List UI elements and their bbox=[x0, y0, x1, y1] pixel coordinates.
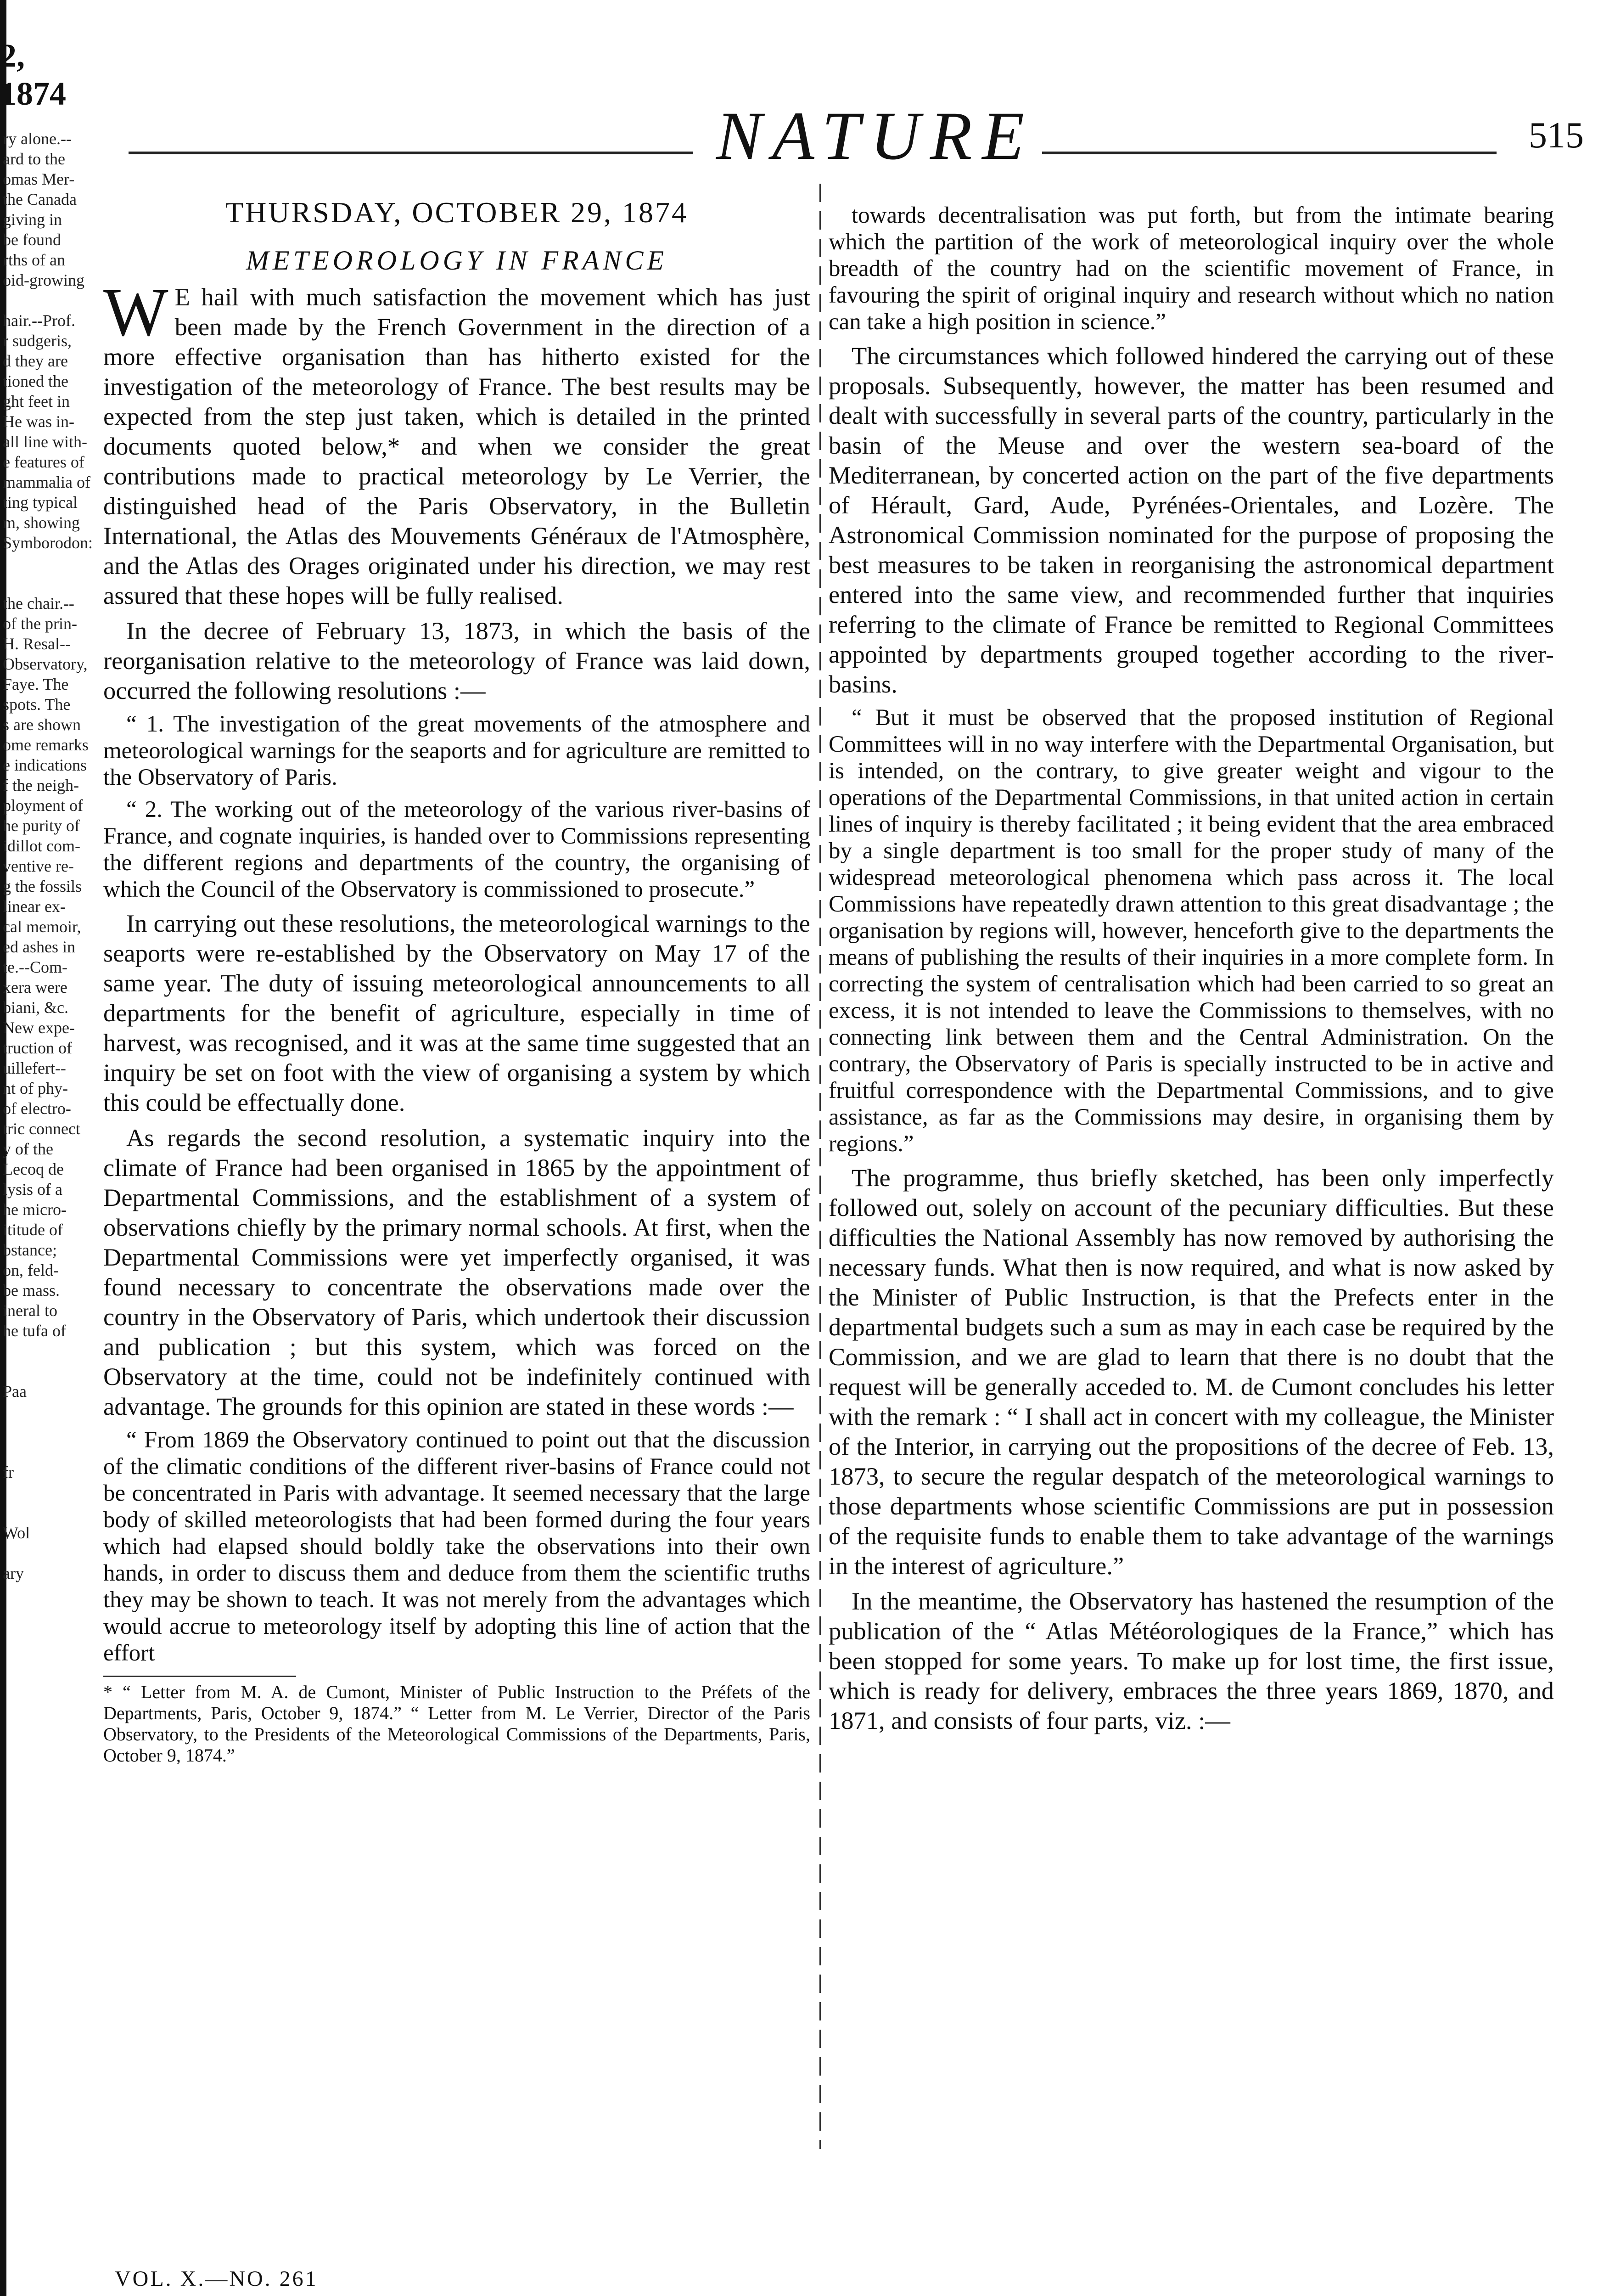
column-divider bbox=[819, 184, 821, 2149]
margin-fragment bbox=[0, 553, 69, 573]
margin-fragment: mammalia of bbox=[3, 473, 90, 491]
margin-fragment: e features of bbox=[3, 453, 84, 471]
margin-fragment: lysis of a bbox=[3, 1180, 62, 1199]
paragraph: In the decree of February 13, 1873, in which the basis of the reorganisation relative to the meteorology of France was laid down, occurred the following resolutions :— bbox=[103, 617, 810, 704]
column-left bbox=[103, 197, 810, 1772]
margin-fragment: y of the bbox=[3, 1140, 53, 1158]
margin-fragment: ome remarks bbox=[3, 736, 89, 754]
dropcap: W bbox=[103, 274, 168, 350]
margin-fragment bbox=[0, 573, 69, 593]
margin-fragment: ry alone.-- bbox=[3, 129, 72, 148]
margin-fragment bbox=[0, 1482, 69, 1503]
quote-resolution-1: “ 1. The investigation of the great movements of the atmosphere and meteorological warnings for the seaports and for agriculture are remitted to the Observatory of Paris. bbox=[103, 711, 810, 790]
margin-fragment: Lecoq de bbox=[3, 1160, 64, 1178]
masthead-rule-left bbox=[129, 152, 693, 154]
margin-fragment: linear ex- bbox=[3, 897, 66, 916]
margin-fragment: ard to the bbox=[3, 150, 65, 168]
footnote-rule bbox=[103, 1676, 296, 1677]
margin-fragment: of the prin- bbox=[3, 614, 77, 633]
margin-fragment: Wol bbox=[3, 1524, 30, 1542]
margin-fragment: omas Mer- bbox=[3, 170, 75, 188]
margin-fragment: ititude of bbox=[3, 1221, 63, 1239]
margin-fragment: He was in- bbox=[3, 412, 74, 431]
margin-fragment: the Canada bbox=[3, 190, 77, 208]
footnote: * “ Letter from M. A. de Cumont, Minister of Public Instruction to the Préfets of the Departments, Paris, October 9, 1874.” “ Letter from M. Le Verrier, Director of the Paris Observatory, to the Presidents of the Meteorological Commissions of the Departments, Paris, October 9, 1874.” bbox=[103, 1682, 810, 1766]
paragraph-intro bbox=[103, 274, 810, 610]
margin-fragment: ary bbox=[3, 1564, 24, 1582]
margin-fragment: ght feet in bbox=[3, 392, 70, 411]
quote-resolution-2: “ 2. The working out of the meteorology of the various river-basins of France, and cognate inquiries, is handed over to Commissions representing the different regions and departments of the country, the organising of which the Council of the Observatory is commissioned to prosecute.” bbox=[103, 797, 810, 902]
margin-fragment: nt of phy- bbox=[3, 1079, 68, 1097]
margin-fragment bbox=[0, 1422, 69, 1442]
margin-fragment bbox=[0, 1341, 69, 1361]
margin-fragment: the chair.-- bbox=[3, 594, 74, 613]
margin-fragment bbox=[0, 1543, 69, 1563]
margin-fragment: xera were bbox=[3, 978, 67, 996]
paragraph: As regards the second resolution, a systematic inquiry into the climate of France had been organised in 1865 by the appointment of Departmental Commissions, and the establishment of a system of observations chiefly by the primary normal schools. At first, when the Departmental Commissions were yet imperfectly organised, it was found necessary to concentrate the observations made over the country in the Observatory of Paris, which undertook their discussion and publication ; but this system, which was forced on the Observatory at the time, could not be indefinitely continued with advantage. The grounds for this opinion are stated in these words :— bbox=[103, 1124, 810, 1420]
volume-line: VOL. X.—NO. 261 bbox=[115, 2267, 318, 2291]
margin-fragment: he purity of bbox=[3, 816, 80, 835]
margin-fragment: all line with- bbox=[3, 433, 87, 451]
margin-fragment: r sudgeris, bbox=[3, 332, 72, 350]
margin-fragment: ployment of bbox=[3, 796, 83, 815]
margin-fragment: f the neigh- bbox=[3, 776, 79, 794]
margin-fragment: g the fossils bbox=[3, 877, 82, 895]
margin-fragment: d they are bbox=[3, 352, 68, 370]
masthead-rule-right bbox=[1042, 152, 1497, 154]
margin-fragment: ventive re- bbox=[3, 857, 74, 875]
margin-fragment: ting typical bbox=[3, 493, 78, 512]
margin-fragment: s are shown bbox=[3, 715, 81, 734]
article-title: METEOROLOGY IN FRANCE bbox=[246, 245, 667, 276]
margin-fragment: tioned the bbox=[3, 372, 68, 390]
margin-fragment bbox=[0, 1361, 69, 1381]
margin-fragment: fr bbox=[3, 1463, 14, 1481]
quote-continued: towards decentralisation was put forth, but from the intimate bearing which the partition of the work of meteorological inquiry over the whole breadth of the country had on the scientific movement of France, in favouring the spirit of original inquiry and research without which no nation can take a high position in science.” bbox=[829, 203, 1554, 335]
margin-fragment: cal memoir, bbox=[3, 917, 81, 936]
masthead-title: NATURE bbox=[716, 98, 1035, 174]
margin-fragment: hair.--Prof. bbox=[3, 311, 75, 330]
margin-heading: 2, 1874 bbox=[0, 37, 66, 112]
margin-fragment: H. Resal-- bbox=[3, 635, 71, 653]
margin-fragment: be mass. bbox=[3, 1281, 60, 1300]
margin-fragment: spots. The bbox=[3, 695, 71, 714]
quote-observatory: “ From 1869 the Observatory continued to point out that the discussion of the climatic conditions of the different river-basins of France could not be concentrated in Paris with advantage. It seemed necessary that the large body of skilled meteorologists that had been formed during the four years which had elapsed should boldly take the observations into their own hands, in order to discuss them and deduce from them the scientific truths they may be shown to teach. It was not merely from the advantages which would accrue to meteorology itself by adopting this line of action that the effort bbox=[103, 1427, 810, 1666]
margin-fragment: uillefert-- bbox=[3, 1059, 66, 1077]
margin-fragment: he tufa of bbox=[3, 1322, 66, 1340]
margin-fragment: Paa bbox=[3, 1382, 27, 1401]
margin-fragment: Observatory, bbox=[3, 655, 88, 673]
quote-regional-committees: “ But it must be observed that the proposed institution of Regional Committees will in no way interfere with the Departmental Organisation, but is intended, on the contrary, to give greater weight and vigour to the operations of the Departmental Commissions, in that united action in certain lines of inquiry is thereby facilitated ; it being evident that the area embraced by a single department is too small for the proper study of many of the widespread meteorological phenomena which pass across it. The local Commissions have repeatedly drawn attention to this great disadvantage ; the organisation by regions will, however, henceforth give to the departments the means of publishing the results of their inquiries in a more complete form. In correcting the system of centralisation which had been carried to so great an excess, it is not intended to leave the Commissions to themselves, with no connecting link between them and the Central Administration. On the contrary, the Observatory of Paris is specially instructed to be in active and fruitful correspondence with the Departmental Commissions, and to give assistance, as far as the Commissions may desire, in organising them by regions.” bbox=[829, 705, 1554, 1157]
paragraph-intro-text: E hail with much satisfaction the movement which has just been made by the French Government in the direction of a more effective organisation than has hitherto existed for the investigation of the meteorology of France. The best results may be expected from the step just taken, which is detailed in the printed documents quoted below,* and when we consider the great contributions made to practical meteorology by Le Verrier, the distinguished head of the Paris Observatory, in the Bulletin International, the Atlas des Mouvements Généraux de l'Atmosphère, and the Atlas des Orages originated under his direction, we may rest assured that these hopes will be fully realised. bbox=[103, 283, 810, 609]
margin-fragment: idillot com- bbox=[3, 837, 80, 855]
margin-fragment: giving in bbox=[3, 210, 62, 229]
paragraph: In carrying out these resolutions, the meteorological warnings to the seaports were re-established by the Observatory on May 17 of the same year. The duty of issuing meteorological announcements to all departments for the benefit of agriculture, especially in time of harvest, was recognised, and it was at the same time suggested that an inquiry be set on foot with the view of organising a system by which this could be effectually done. bbox=[103, 909, 810, 1116]
margin-fragment: te.--Com- bbox=[3, 958, 67, 976]
paragraph: The circumstances which followed hindered the carrying out of these proposals. Subsequently, however, the matter has been resumed and dealt with successfully in several parts of the country, particularly in the basin of the Meuse and over the western sea-board of the Mediterranean, by concerted action on the part of the five departments of Hérault, Gard, Aude, Pyrénées-Orientales, and Lozère. The Astronomical Commission nominated for the purpose of proposing the best measures to be taken in reorganising the astronomical department entered into the same view, and recommended further that inquiries referring to the climate of France be remitted to Regional Committees appointed by departments grouped together according to the river-basins. bbox=[829, 342, 1554, 698]
margin-fragment bbox=[0, 1503, 69, 1523]
page-number: 515 bbox=[1529, 115, 1584, 156]
margin-fragment: New expe- bbox=[3, 1019, 75, 1037]
margin-fragment: m, showing bbox=[3, 513, 80, 532]
margin-fragment bbox=[0, 290, 69, 310]
margin-fragment: ed ashes in bbox=[3, 938, 75, 956]
margin-fragment: biani, &c. bbox=[3, 998, 68, 1017]
margin-fragment: rths of an bbox=[3, 251, 65, 269]
paragraph: The programme, thus briefly sketched, has been only imperfectly followed out, solely on account of the pecuniary difficulties. But these difficulties the National Assembly has now removed by authorising the necessary funds. What then is now required, and what is now asked by the Minister of Public Instruction, is that the Prefects enter in the departmental budgets such a sum as may in each case be required by the Commission, and we are glad to learn that there is no doubt that the request will be generally acceded to. M. de Cumont concludes his letter with the remark : “ I shall act in concert with my colleague, the Minister of the Interior, in carrying out the propositions of the decree of Feb. 13, 1873, to secure the regular despatch of the meteorological warnings to those departments whose scientific Commissions are put in possession of the requisite funds to enable them to take advantage of the warnings in the interest of agriculture.” bbox=[829, 1164, 1554, 1580]
margin-fragment: be found bbox=[3, 231, 61, 249]
paragraph: In the meantime, the Observatory has hastened the resumption of the publication of the “ Atlas Météorologiques de la France,” which has been stopped for some years. To make up for lost time, the first issue, which is ready for delivery, embraces the three years 1869, 1870, and 1871, and consists of four parts, viz. :— bbox=[829, 1587, 1554, 1734]
margin-fragment bbox=[0, 1401, 69, 1422]
margin-fragment: oid-growing bbox=[3, 271, 84, 289]
margin-fragment: he micro- bbox=[3, 1200, 67, 1219]
margin-fragment: Symborodon: bbox=[3, 534, 93, 552]
margin-fragment: Faye. The bbox=[3, 675, 69, 693]
margin-fragment bbox=[0, 1442, 69, 1462]
margin-fragment: of electro- bbox=[3, 1099, 71, 1118]
column-right bbox=[829, 202, 1554, 1741]
margin-fragment: on, feld- bbox=[3, 1261, 59, 1279]
dateline: THURSDAY, OCTOBER 29, 1874 bbox=[225, 196, 688, 229]
margin-fragment: bstance; bbox=[3, 1241, 57, 1259]
margin-fragment: ineral to bbox=[3, 1301, 57, 1320]
margin-fragment: truction of bbox=[3, 1039, 72, 1057]
margin-strip bbox=[0, 129, 93, 2287]
margin-fragment: tric connect bbox=[3, 1120, 80, 1138]
margin-fragment: e indications bbox=[3, 756, 87, 774]
